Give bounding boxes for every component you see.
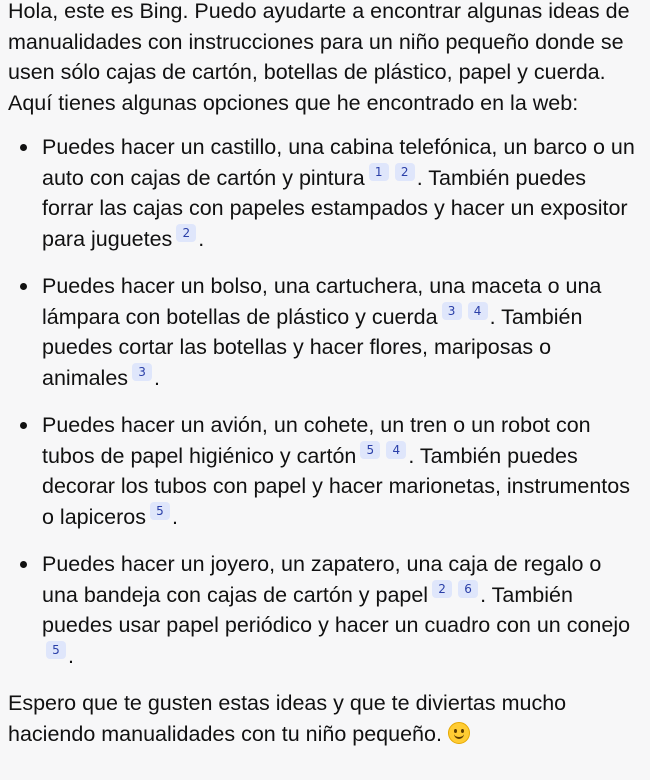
item-text: . También puedes usar papel periódico y hacer un cuadro con un conejo [42,582,631,637]
item-text: . También puedes cortar las botellas y hacer flores, mariposas o animales [42,304,583,390]
item-text: . [198,226,205,251]
citation-link[interactable]: 6 [458,580,478,598]
item-text: . También puedes forrar las cajas con papeles estampados y hacer un expositor para juguetes [42,165,628,251]
bullet-icon [20,144,27,151]
item-text: Puedes hacer un bolso, una cartuchera, una maceta o una lámpara con botellas de plástico y cuerda [42,274,602,329]
bullet-icon [20,561,27,568]
list-item [8,549,642,671]
item-text: Puedes hacer un castillo, una cabina telefónica, un barco o un auto con cajas de cartón y pintura [42,135,635,190]
citation-link[interactable]: 2 [395,163,415,181]
bullet-icon [20,283,27,290]
item-text: Puedes hacer un avión, un cohete, un tren o un robot con tubos de papel higiénico y cartón [42,413,591,468]
citation-link[interactable]: 2 [176,224,196,242]
smiling-face-icon [448,722,470,744]
citation-link[interactable]: 2 [432,580,452,598]
citation-link[interactable]: 5 [46,641,66,659]
item-text: . [154,365,161,390]
item-text: Puedes hacer un joyero, un zapatero, una caja de regalo o una bandeja con cajas de cartón y papel [42,552,602,607]
item-text: . También puedes decorar los tubos con papel y hacer marionetas, instrumentos o lapiceros [42,443,630,529]
citation-link[interactable]: 4 [386,441,406,459]
intro-text: Hola, este es Bing. Puedo ayudarte a encontrar algunas ideas de manualidades con instrucciones para un niño pequeño donde se usen sólo cajas de cartón, botellas de plástico, papel y cuerda. Aquí tienes algunas opciones que he encontrado en la web: [8,0,630,115]
bullet-icon [20,422,27,429]
list-item [8,271,642,393]
citation-link[interactable]: 3 [442,302,462,320]
list-item [8,132,642,254]
item-text: . [68,643,74,668]
ideas-list [8,132,642,671]
citation-link[interactable]: 5 [150,502,170,520]
list-item [8,410,642,532]
citation-link[interactable]: 3 [132,363,152,381]
citation-link[interactable]: 4 [468,302,488,320]
outro-label: Espero que te gusten estas ideas y que te diviertas mucho haciendo manualidades con tu niño pequeño. [8,691,567,746]
item-text: . [171,504,178,529]
citation-link[interactable]: 5 [360,441,380,459]
citation-link[interactable]: 1 [369,163,389,181]
outro-text [8,688,642,749]
